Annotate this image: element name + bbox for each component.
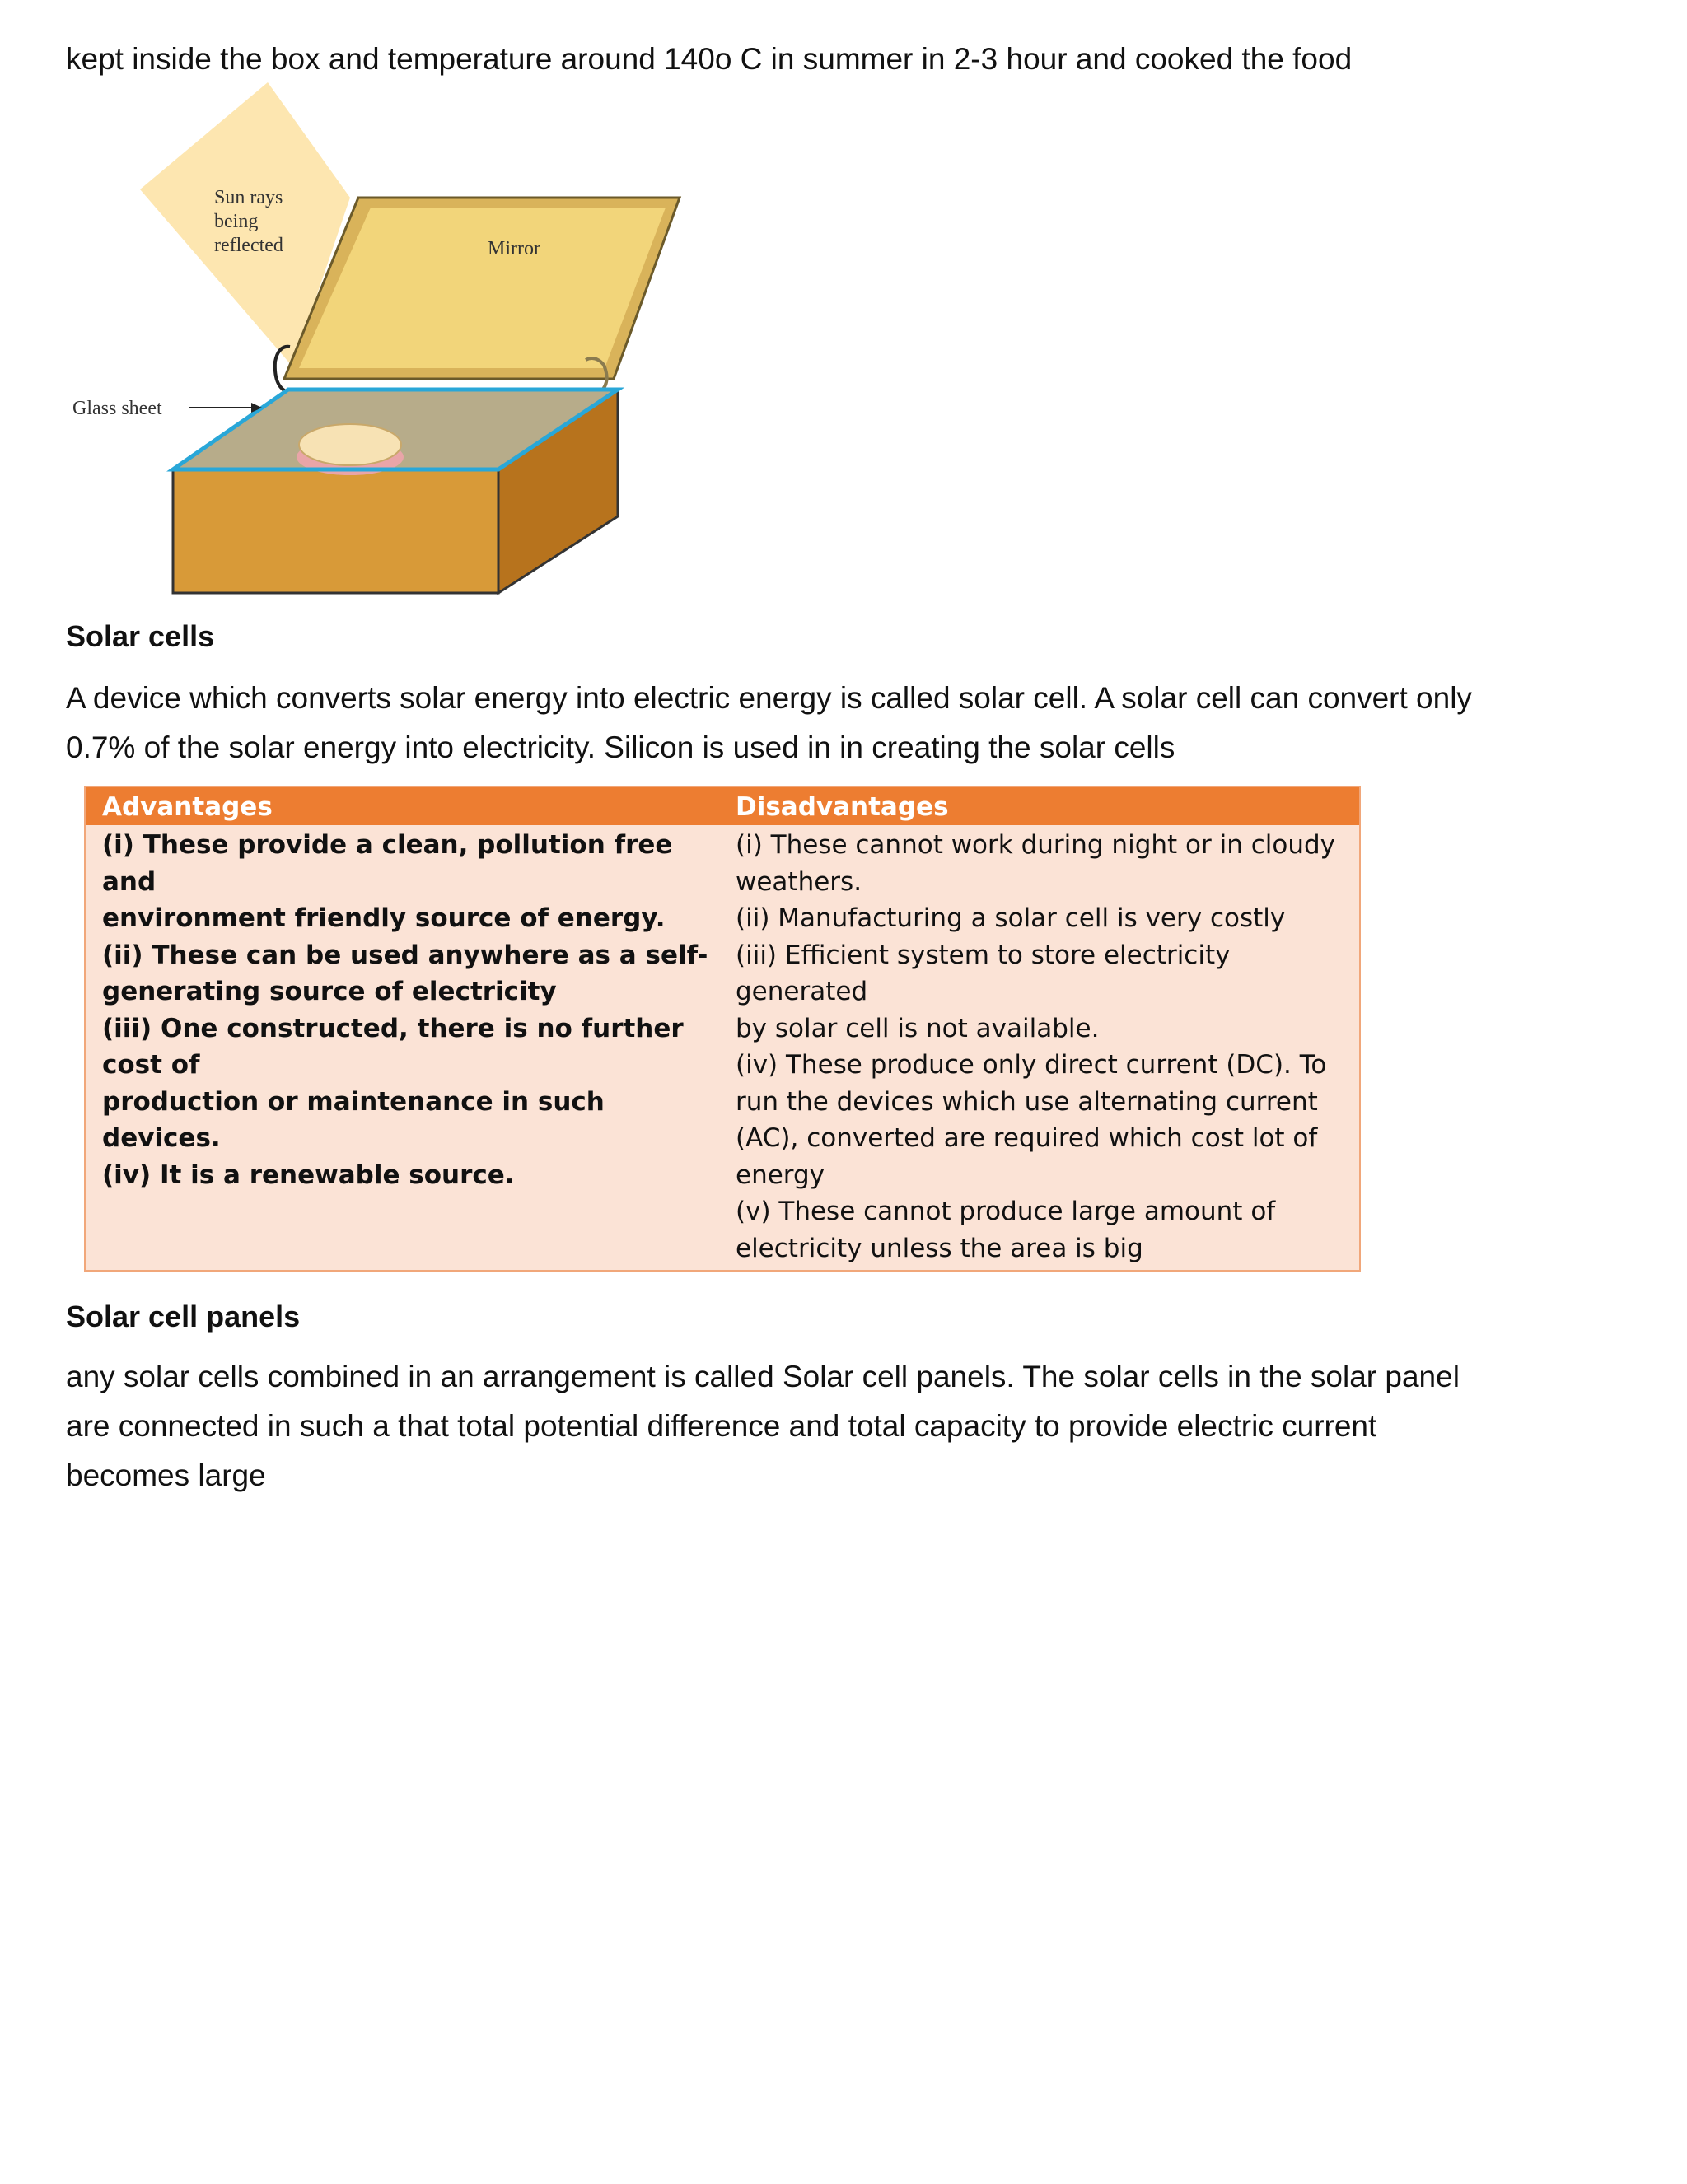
- advantage-line: (iv) It is a renewable source.: [102, 1160, 515, 1190]
- intro-paragraph: kept inside the box and temperature around 140o C in summer in 2-3 hour and cooked the food: [66, 42, 1353, 76]
- advantages-disadvantages-table: [84, 786, 1361, 1272]
- solar-cells-line-1: A device which converts solar energy into electric energy is called solar cell. A solar cell can convert only: [66, 681, 1472, 715]
- advantage-line: (iii) One constructed, there is no further cost of: [102, 1013, 684, 1080]
- sun-rays-label-2: being: [214, 211, 259, 232]
- solar-cells-line-2: 0.7% of the solar energy into electricity. Silicon is used in in creating the solar cells: [66, 730, 1175, 764]
- advantages-cell: [85, 825, 719, 1271]
- disadvantage-line: by solar cell is not available.: [736, 1013, 1100, 1043]
- solar-panels-line-2: are connected in such a that total potential difference and total capacity to provide electric current: [66, 1409, 1377, 1443]
- solar-panels-line-1: any solar cells combined in an arrangement is called Solar cell panels. The solar cells in the solar panel: [66, 1360, 1460, 1393]
- mirror-label: Mirror: [488, 238, 540, 259]
- advantage-line: (ii) These can be used anywhere as a self-: [102, 940, 708, 970]
- disadvantage-line: (AC), converted are required which cost lot of: [736, 1123, 1318, 1153]
- table-row: [85, 825, 1360, 1271]
- advantage-line: production or maintenance in such devices.: [102, 1086, 605, 1153]
- disadvantage-line: weathers.: [736, 866, 862, 897]
- disadvantages-cell: [719, 825, 1360, 1271]
- solar-panels-heading: Solar cell panels: [66, 1300, 301, 1333]
- advantages-header: Advantages: [85, 786, 719, 825]
- disadvantage-line: (iv) These produce only direct current (DC). To: [736, 1050, 1327, 1080]
- food: [299, 424, 401, 465]
- glass-sheet-label: Glass sheet: [72, 398, 162, 419]
- solar-panels-line-3: becomes large: [66, 1458, 266, 1492]
- disadvantage-line: electricity unless the area is big: [736, 1233, 1143, 1263]
- solar-cells-paragraph: [66, 674, 1615, 772]
- solar-cells-heading: Solar cells: [66, 619, 215, 653]
- table-header-row: [85, 786, 1360, 825]
- solar-panels-paragraph: [66, 1352, 1615, 1500]
- box-front: [173, 469, 498, 593]
- sun-rays-label-3: reflected: [214, 235, 283, 256]
- advantage-line: (i) These provide a clean, pollution free and: [102, 830, 673, 897]
- sun-rays-label-1: Sun rays: [214, 187, 283, 208]
- disadvantages-header: Disadvantages: [719, 786, 1360, 825]
- disadvantage-line: energy: [736, 1160, 825, 1190]
- disadvantage-line: (ii) Manufacturing a solar cell is very costly: [736, 903, 1286, 933]
- disadvantage-line: (iii) Efficient system to store electricity generated: [736, 940, 1231, 1006]
- disadvantage-line: run the devices which use alternating current: [736, 1086, 1318, 1117]
- advantage-line: environment friendly source of energy.: [102, 903, 666, 933]
- solar-cooker-figure: [66, 78, 708, 605]
- disadvantage-line: (v) These cannot produce large amount of: [736, 1197, 1276, 1226]
- advantage-line: generating source of electricity: [102, 977, 557, 1006]
- disadvantage-line: (i) These cannot work during night or in cloudy: [736, 830, 1336, 860]
